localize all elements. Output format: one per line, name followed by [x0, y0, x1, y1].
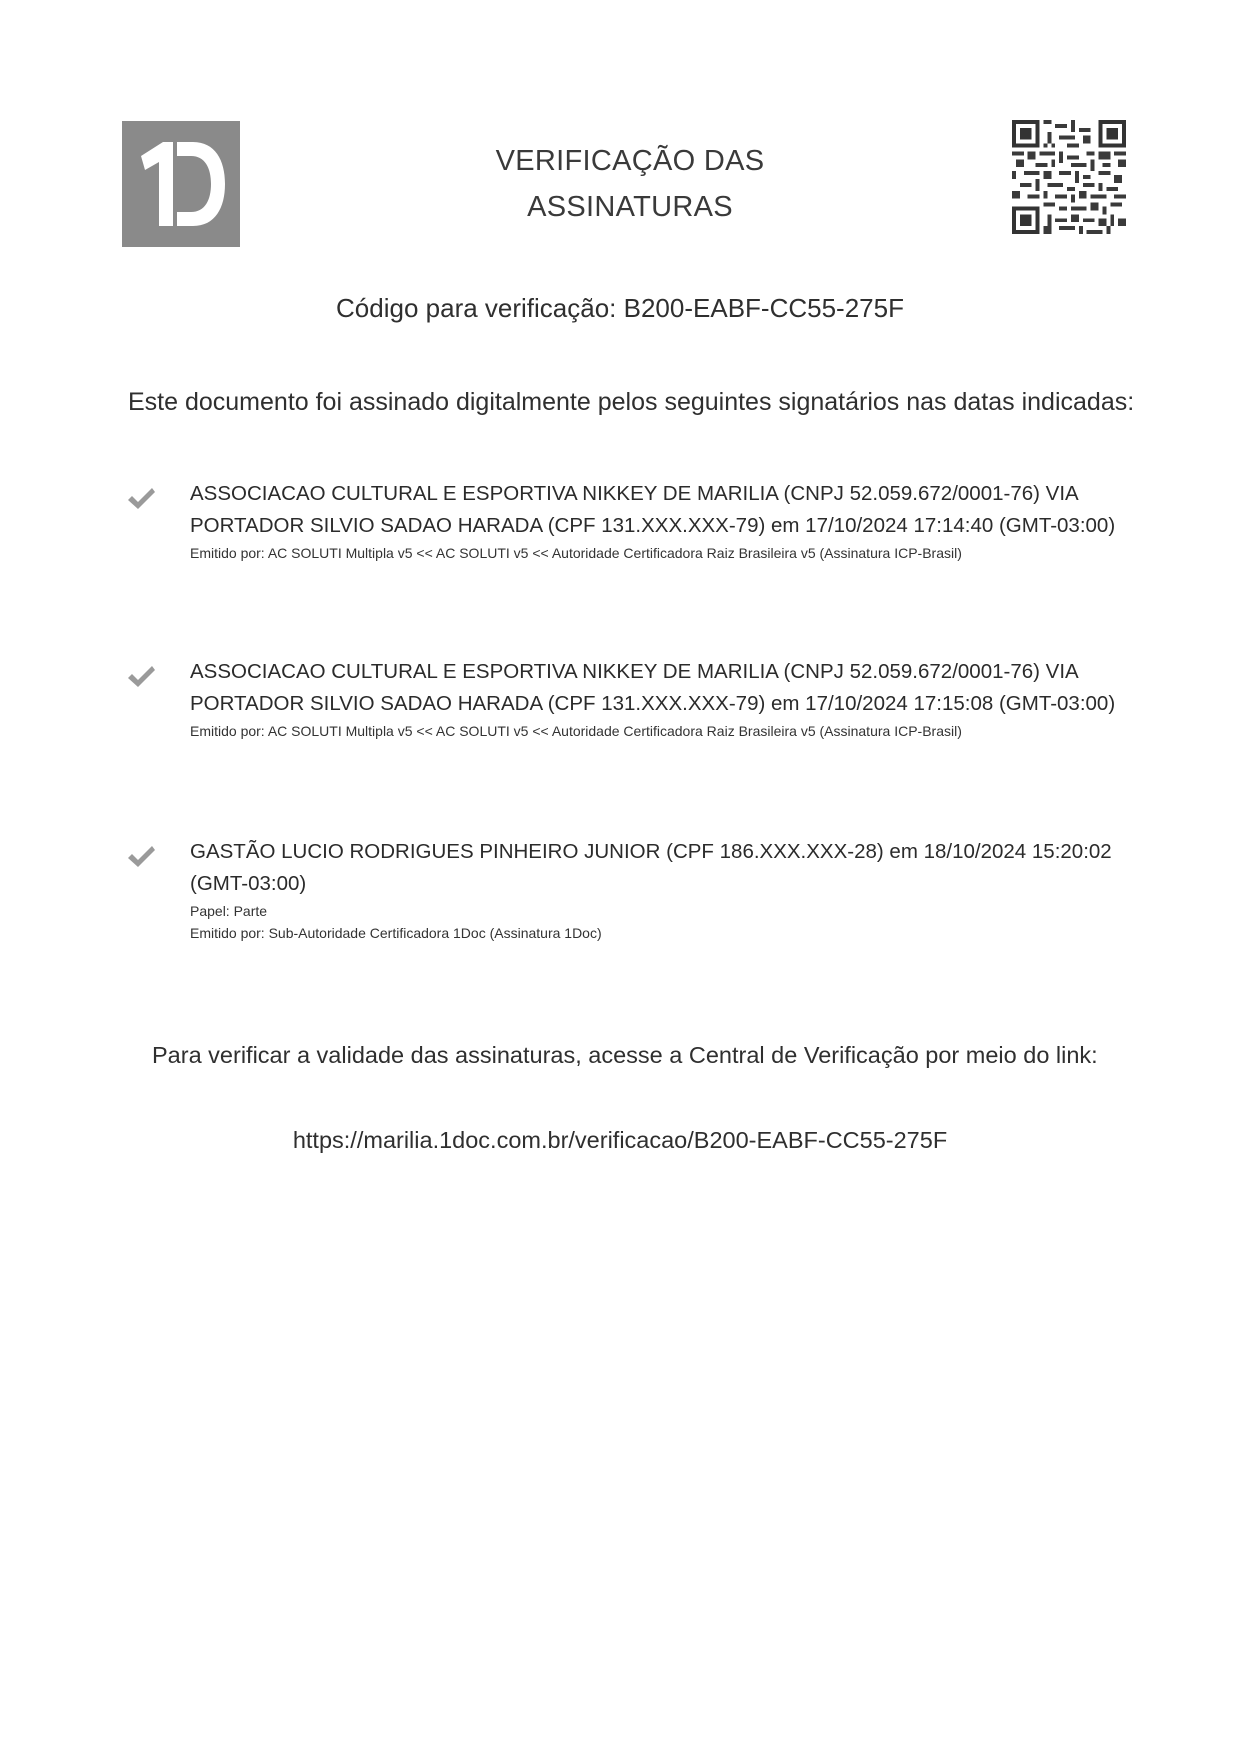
title-line-1: VERIFICAÇÃO DAS [495, 145, 765, 177]
signer-line-1: ASSOCIACAO CULTURAL E ESPORTIVA NIKKEY DE MARILIA (CNPJ 52.059.672/0001-76) VIA [190, 482, 1079, 505]
issuer-text: Emitido por: AC SOLUTI Multipla v5 << AC SOLUTI v5 << Autoridade Certificadora Raiz Brasileira v5 (Assinatura ICP-Brasil) [190, 723, 962, 739]
signer-line-2: (GMT-03:00) [190, 872, 307, 895]
signature-details [190, 656, 1130, 742]
verify-instructions: Para verificar a validade das assinaturas, acesse a Central de Verificação por meio do link: [152, 1042, 1098, 1068]
issuer-text: Emitido por: Sub-Autoridade Certificadora 1Doc (Assinatura 1Doc) [190, 925, 602, 941]
logo-glyph [133, 134, 229, 234]
qr-code-graphic [1012, 118, 1126, 236]
verification-code: Código para verificação: B200-EABF-CC55-275F [336, 293, 904, 323]
checkmark-icon [126, 844, 156, 870]
checkmark-icon [126, 664, 156, 690]
signer-line-2: PORTADOR SILVIO SADAO HARADA (CPF 131.XXX.XXX-79) em 17/10/2024 17:14:40 (GMT-03:00) [190, 514, 1116, 537]
issuer-text: Emitido por: AC SOLUTI Multipla v5 << AC SOLUTI v5 << Autoridade Certificadora Raiz Brasileira v5 (Assinatura ICP-Brasil) [190, 545, 962, 561]
page-title [440, 138, 820, 230]
1doc-logo-icon [122, 121, 240, 247]
signer-line-2: PORTADOR SILVIO SADAO HARADA (CPF 131.XXX.XXX-79) em 17/10/2024 17:15:08 (GMT-03:00) [190, 692, 1116, 715]
signer-line-1: GASTÃO LUCIO RODRIGUES PINHEIRO JUNIOR (CPF 186.XXX.XXX-28) em 18/10/2024 15:20:02 [190, 840, 1112, 863]
title-line-2: ASSINATURAS [527, 191, 733, 223]
intro-text: Este documento foi assinado digitalmente pelos seguintes signatários nas datas indicadas: [128, 388, 1135, 416]
checkmark-icon [126, 486, 156, 512]
signature-details [190, 478, 1130, 564]
verification-link[interactable]: https://marilia.1doc.com.br/verificacao/B200-EABF-CC55-275F [292, 1127, 948, 1153]
signature-details [190, 836, 1130, 944]
signer-line-1: ASSOCIACAO CULTURAL E ESPORTIVA NIKKEY DE MARILIA (CNPJ 52.059.672/0001-76) VIA [190, 660, 1079, 683]
role-text: Papel: Parte [190, 903, 268, 919]
qr-code-icon [1012, 118, 1126, 236]
